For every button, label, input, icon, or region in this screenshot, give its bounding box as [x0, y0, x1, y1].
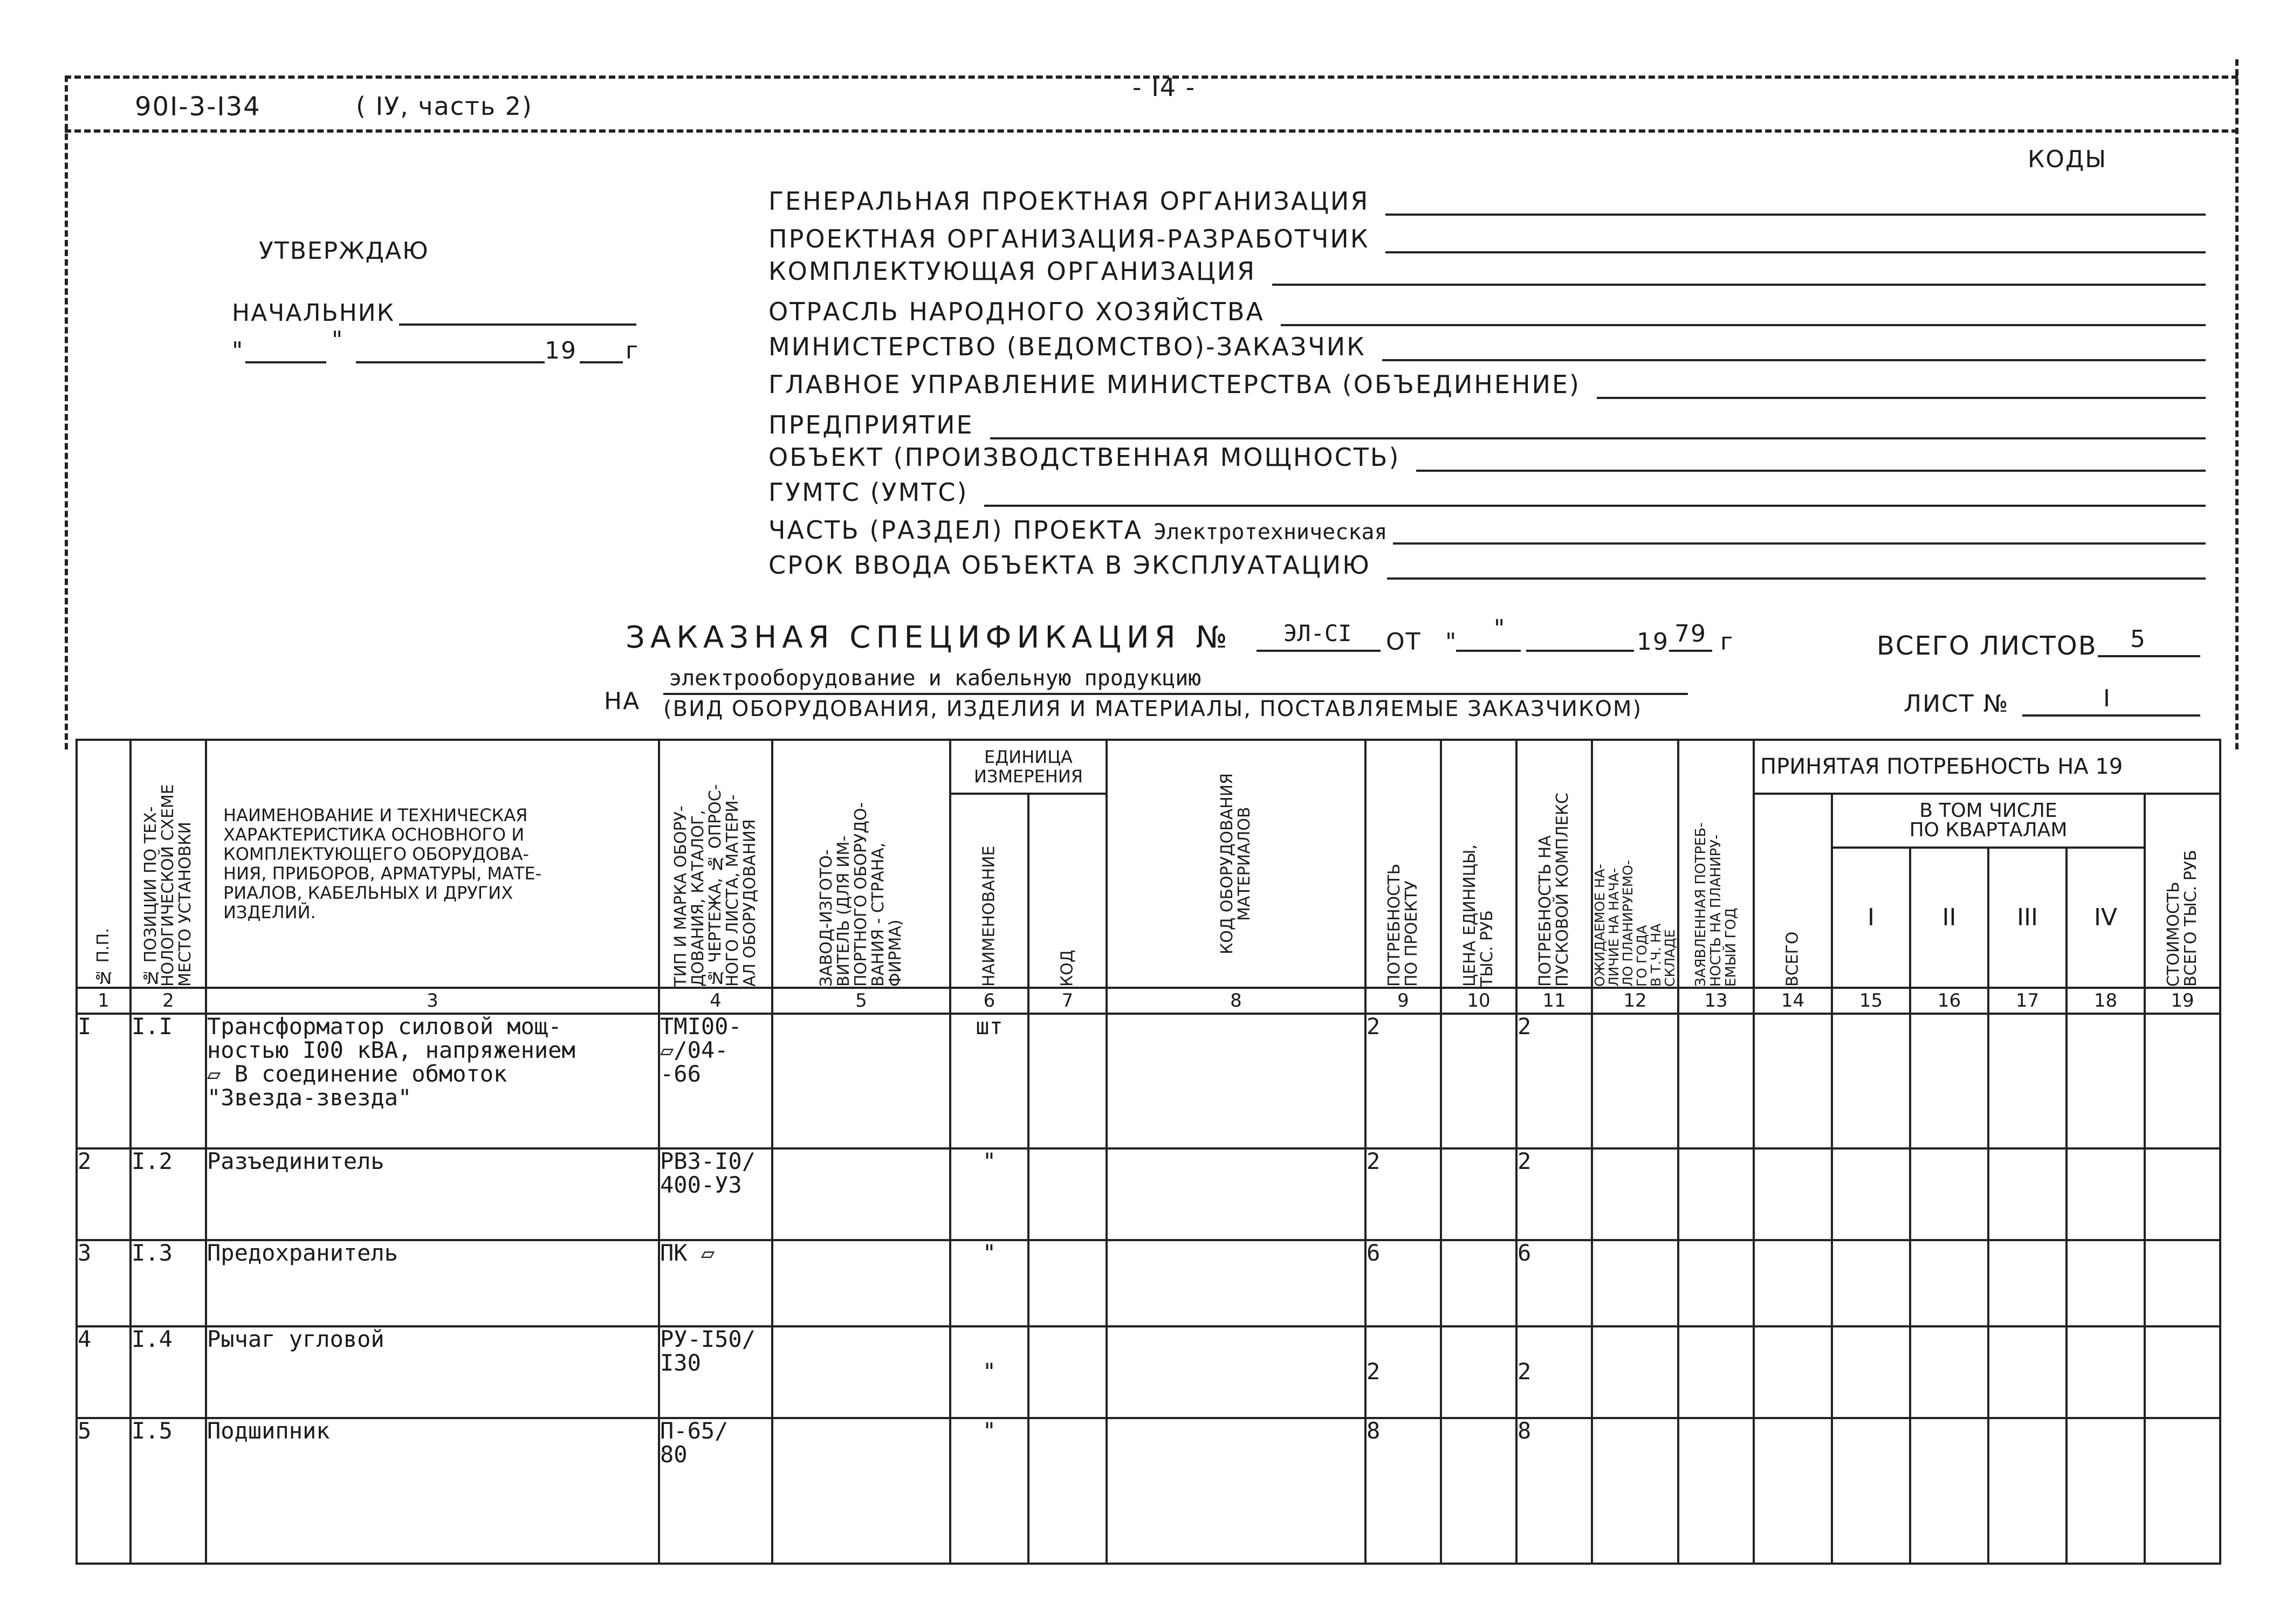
col-header-5: ЗАВОД-ИЗГОТО- ВИТЕЛЬ (ДЛЯ ИМ- ПОРТНОГО ОБОРУДО- ВАНИЯ - СТРАНА, ФИРМА)	[772, 740, 950, 988]
approval-chief-line	[399, 324, 636, 326]
spec-year-prefix: 19	[1637, 628, 1669, 656]
field-label: ОБЪЕКТ (ПРОИЗВОДСТВЕННАЯ МОЩНОСТЬ)	[768, 443, 1400, 472]
field-main-directorate	[768, 367, 2206, 399]
spec-month-line	[1526, 650, 1634, 652]
cell-n: 2	[77, 1148, 131, 1240]
col-header-10: ЦЕНА ЕДИНИЦЫ, ТЫС. РУБ	[1441, 740, 1516, 988]
col-header-15: I	[1832, 848, 1910, 988]
sheet-label: ЛИСТ №	[1904, 690, 2009, 718]
col-number: 5	[772, 988, 950, 1014]
cell-n: I	[77, 1014, 131, 1148]
sheet-value: I	[2103, 685, 2111, 712]
cell-unit: шт	[950, 1014, 1028, 1148]
col-header-18: IV	[2067, 848, 2145, 988]
col-number-row	[77, 988, 2220, 1014]
spec-day-line	[1456, 650, 1521, 652]
col-header-9: ПОТРЕБНОСТЬ ПО ПРОЕКТУ	[1365, 740, 1441, 988]
col-header-3: НАИМЕНОВАНИЕ И ТЕХНИЧЕСКАЯ ХАРАКТЕРИСТИКА ОСНОВНОГО И КОМПЛЕКТУЮЩЕГО ОБОРУДОВА- НИЯ, ПРИБОРОВ, АРМАТУРЫ, МАТЕ- РИАЛОВ, КАБЕЛЬНЫХ И ДРУГИХ ИЗДЕЛИЙ.	[206, 740, 659, 988]
col-header-14: ВСЕГО	[1754, 794, 1832, 988]
field-label: ПРОЕКТНАЯ ОРГАНИЗАЦИЯ-РАЗРАБОТЧИК	[768, 224, 1370, 253]
col-header-17: III	[1988, 848, 2067, 988]
cell-qty: 2	[1365, 1148, 1441, 1240]
col-number: 6	[950, 988, 1028, 1014]
cell-type: РВЗ-I0/ 400-УЗ	[659, 1148, 772, 1240]
spec-year: 79	[1674, 620, 1707, 648]
col-number: 7	[1028, 988, 1107, 1014]
cell-pos: I.2	[131, 1148, 206, 1240]
cell-name: Трансформатор силовой мощ- ностью I00 кВА, напряжением ▱ В соединение обмоток "Звезда-звезда"	[206, 1014, 659, 1148]
col-header-unit-group: ЕДИНИЦА ИЗМЕРЕНИЯ	[950, 740, 1107, 794]
col-header-6: НАИМЕНОВАНИЕ	[950, 794, 1028, 988]
cell-type: П-65/ 80	[659, 1418, 772, 1564]
approval-year-suffix: г	[626, 337, 640, 364]
field-label: СРОК ВВОДА ОБЪЕКТА В ЭКСПЛУАТАЦИЮ	[768, 550, 1371, 580]
cell-start: 2	[1516, 1014, 1592, 1148]
spec-quote-open: "	[1445, 628, 1458, 656]
cell-qty: 6	[1365, 1240, 1441, 1326]
col-header-11: ПОТРЕБНОСТЬ НА ПУСКОВОЙ КОМПЛЕКС	[1516, 740, 1592, 988]
cell-name: Предохранитель	[206, 1240, 659, 1326]
field-general-org	[768, 183, 2206, 216]
col-header-7: КОД	[1028, 794, 1107, 988]
col-number: 11	[1516, 988, 1592, 1014]
col-header-16: II	[1910, 848, 1988, 988]
total-sheets-line	[2098, 655, 2200, 657]
cell-unit: "	[950, 1418, 1028, 1564]
total-sheets-label: ВСЕГО ЛИСТОВ	[1877, 631, 2097, 661]
field-design-org	[768, 221, 2206, 253]
spec-table	[75, 739, 2221, 1565]
field-project-part	[768, 512, 2206, 545]
cell-n: 4	[77, 1326, 131, 1418]
spec-year-line	[1669, 650, 1712, 652]
cell-name: Подшипник	[206, 1418, 659, 1564]
field-label: ОТРАСЛЬ НАРОДНОГО ХОЗЯЙСТВА	[768, 297, 1265, 326]
field-label: КОМПЛЕКТУЮЩАЯ ОРГАНИЗАЦИЯ	[768, 257, 1257, 286]
col-number: 19	[2145, 988, 2220, 1014]
cell-name: Рычаг угловой	[206, 1326, 659, 1418]
spec-number: ЭЛ-СI	[1283, 620, 1352, 646]
spec-na: НА	[604, 687, 641, 715]
col-number: 1	[77, 988, 131, 1014]
approval-year-prefix: 19	[545, 337, 577, 364]
cell-pos: I.4	[131, 1326, 206, 1418]
cell-qty: 2	[1365, 1326, 1441, 1418]
field-label: ГЕНЕРАЛЬНАЯ ПРОЕКТНАЯ ОРГАНИЗАЦИЯ	[768, 187, 1370, 216]
codes-label: КОДЫ	[2028, 146, 2107, 173]
cell-start: 2	[1516, 1148, 1592, 1240]
approval-date-prefix: "	[232, 337, 244, 364]
field-label: ГУМТС (УМТС)	[768, 478, 969, 507]
col-header-accepted-group: ПРИНЯТАЯ ПОТРЕБНОСТЬ НА 19	[1754, 740, 2220, 794]
table-row	[77, 1326, 2220, 1418]
spec-year-suffix: г	[1720, 628, 1734, 656]
cell-qty: 2	[1365, 1014, 1441, 1148]
cell-start: 6	[1516, 1240, 1592, 1326]
cell-n: 3	[77, 1240, 131, 1326]
col-header-quarters-group: В ТОМ ЧИСЛЕ ПО КВАРТАЛАМ	[1832, 794, 2145, 848]
col-header-4: ТИП И МАРКА ОБОРУ- ДОВАНИЯ, КАТАЛОГ, № ЧЕРТЕЖА, № ОПРОС- НОГО ЛИСТА, МАТЕРИ- АЛ ОБОРУДОВАНИЯ	[659, 740, 772, 988]
table-row	[77, 1014, 2220, 1148]
field-label: ПРЕДПРИЯТИЕ	[768, 410, 974, 439]
col-number: 10	[1441, 988, 1516, 1014]
col-number: 18	[2067, 988, 2145, 1014]
spec-subject-note: (ВИД ОБОРУДОВАНИЯ, ИЗДЕЛИЯ И МАТЕРИАЛЫ, ПОСТАВЛЯЕМЫЕ ЗАКАЗЧИКОМ)	[663, 697, 1643, 721]
table-row	[77, 1148, 2220, 1240]
page-number: - I4 -	[1132, 73, 1196, 102]
col-number: 15	[1832, 988, 1910, 1014]
spec-title: ЗАКАЗНАЯ СПЕЦИФИКАЦИЯ №	[626, 620, 1233, 655]
frame-header-divider	[65, 129, 2238, 133]
col-number: 3	[206, 988, 659, 1014]
col-header-2: № ПОЗИЦИИ ПО ТЕХ- НОЛОГИЧЕСКОЙ СХЕМЕ МЕСТО УСТАНОВКИ	[131, 740, 206, 988]
col-number: 8	[1107, 988, 1365, 1014]
spec-from: ОТ	[1386, 628, 1422, 656]
col-header-8: КОД ОБОРУДОВАНИЯ МАТЕРИАЛОВ	[1107, 740, 1365, 988]
cell-unit: "	[950, 1240, 1028, 1326]
col-header-19: СТОИМОСТЬ ВСЕГО ТЫС. РУБ	[2145, 794, 2220, 988]
approval-year-line	[580, 361, 623, 363]
col-number: 14	[1754, 988, 1832, 1014]
cell-start: 8	[1516, 1418, 1592, 1564]
approval-date-mid: "	[332, 326, 344, 354]
cell-unit: "	[950, 1148, 1028, 1240]
col-number: 12	[1592, 988, 1678, 1014]
field-commissioning-date	[768, 547, 2206, 580]
field-value: Электротехническая	[1154, 520, 1388, 545]
field-label: МИНИСТЕРСТВО (ВЕДОМСТВО)-ЗАКАЗЧИК	[768, 332, 1366, 361]
col-number: 2	[131, 988, 206, 1014]
cell-pos: I.I	[131, 1014, 206, 1148]
cell-name: Разъединитель	[206, 1148, 659, 1240]
field-object	[768, 439, 2206, 472]
field-enterprise	[768, 407, 2206, 439]
table-row	[77, 1418, 2220, 1564]
cell-qty: 8	[1365, 1418, 1441, 1564]
doc-code: 90I-3-I34	[135, 92, 261, 122]
doc-part: ( IУ, часть 2)	[356, 92, 533, 121]
col-number: 4	[659, 988, 772, 1014]
col-header-13: ЗАЯВЛЕННАЯ ПОТРЕБ- НОСТЬ НА ПЛАНИРУ- ЕМЫЙ ГОД	[1678, 740, 1754, 988]
field-label: ГЛАВНОЕ УПРАВЛЕНИЕ МИНИСТЕРСТВА (ОБЪЕДИНЕНИЕ)	[768, 370, 1581, 399]
cell-type: ТМI00- ▱/04- -66	[659, 1014, 772, 1148]
table-row	[77, 1240, 2220, 1326]
spec-quote-close: "	[1494, 615, 1506, 642]
cell-pos: I.5	[131, 1418, 206, 1564]
approval-title: УТВЕРЖДАЮ	[259, 237, 429, 265]
cell-type: РУ-I50/ I30	[659, 1326, 772, 1418]
cell-type: ПК ▱	[659, 1240, 772, 1326]
field-ministry	[768, 329, 2206, 361]
spec-subject-line	[663, 693, 1688, 695]
col-number: 16	[1910, 988, 1988, 1014]
spec-subject: электрооборудование и кабельную продукцию	[669, 666, 1202, 691]
field-industry	[768, 294, 2206, 326]
col-number: 17	[1988, 988, 2067, 1014]
col-number: 9	[1365, 988, 1441, 1014]
approval-chief-label: НАЧАЛЬНИК	[232, 299, 395, 327]
approval-month-line	[356, 361, 545, 363]
field-gumts	[768, 474, 2206, 507]
cell-pos: I.3	[131, 1240, 206, 1326]
col-number: 13	[1678, 988, 1754, 1014]
field-label: ЧАСТЬ (РАЗДЕЛ) ПРОЕКТА	[768, 515, 1143, 545]
col-header-1: № П.П.	[77, 740, 131, 988]
total-sheets-value: 5	[2130, 625, 2146, 653]
sheet-line	[2022, 714, 2200, 717]
spec-number-line	[1257, 650, 1381, 652]
frame-left	[65, 75, 68, 749]
cell-n: 5	[77, 1418, 131, 1564]
field-supply-org	[768, 253, 2206, 286]
col-header-12: ОЖИДАЕМОЕ НА- ЛИЧИЕ НА НАЧА- ЛО ПЛАНИРУЕМО- ГО ГОДА В Т.Ч. НА СКЛАДЕ	[1592, 740, 1678, 988]
frame-right	[2235, 59, 2239, 749]
cell-unit: "	[950, 1326, 1028, 1418]
approval-day-line	[245, 361, 326, 363]
cell-start: 2	[1516, 1326, 1592, 1418]
